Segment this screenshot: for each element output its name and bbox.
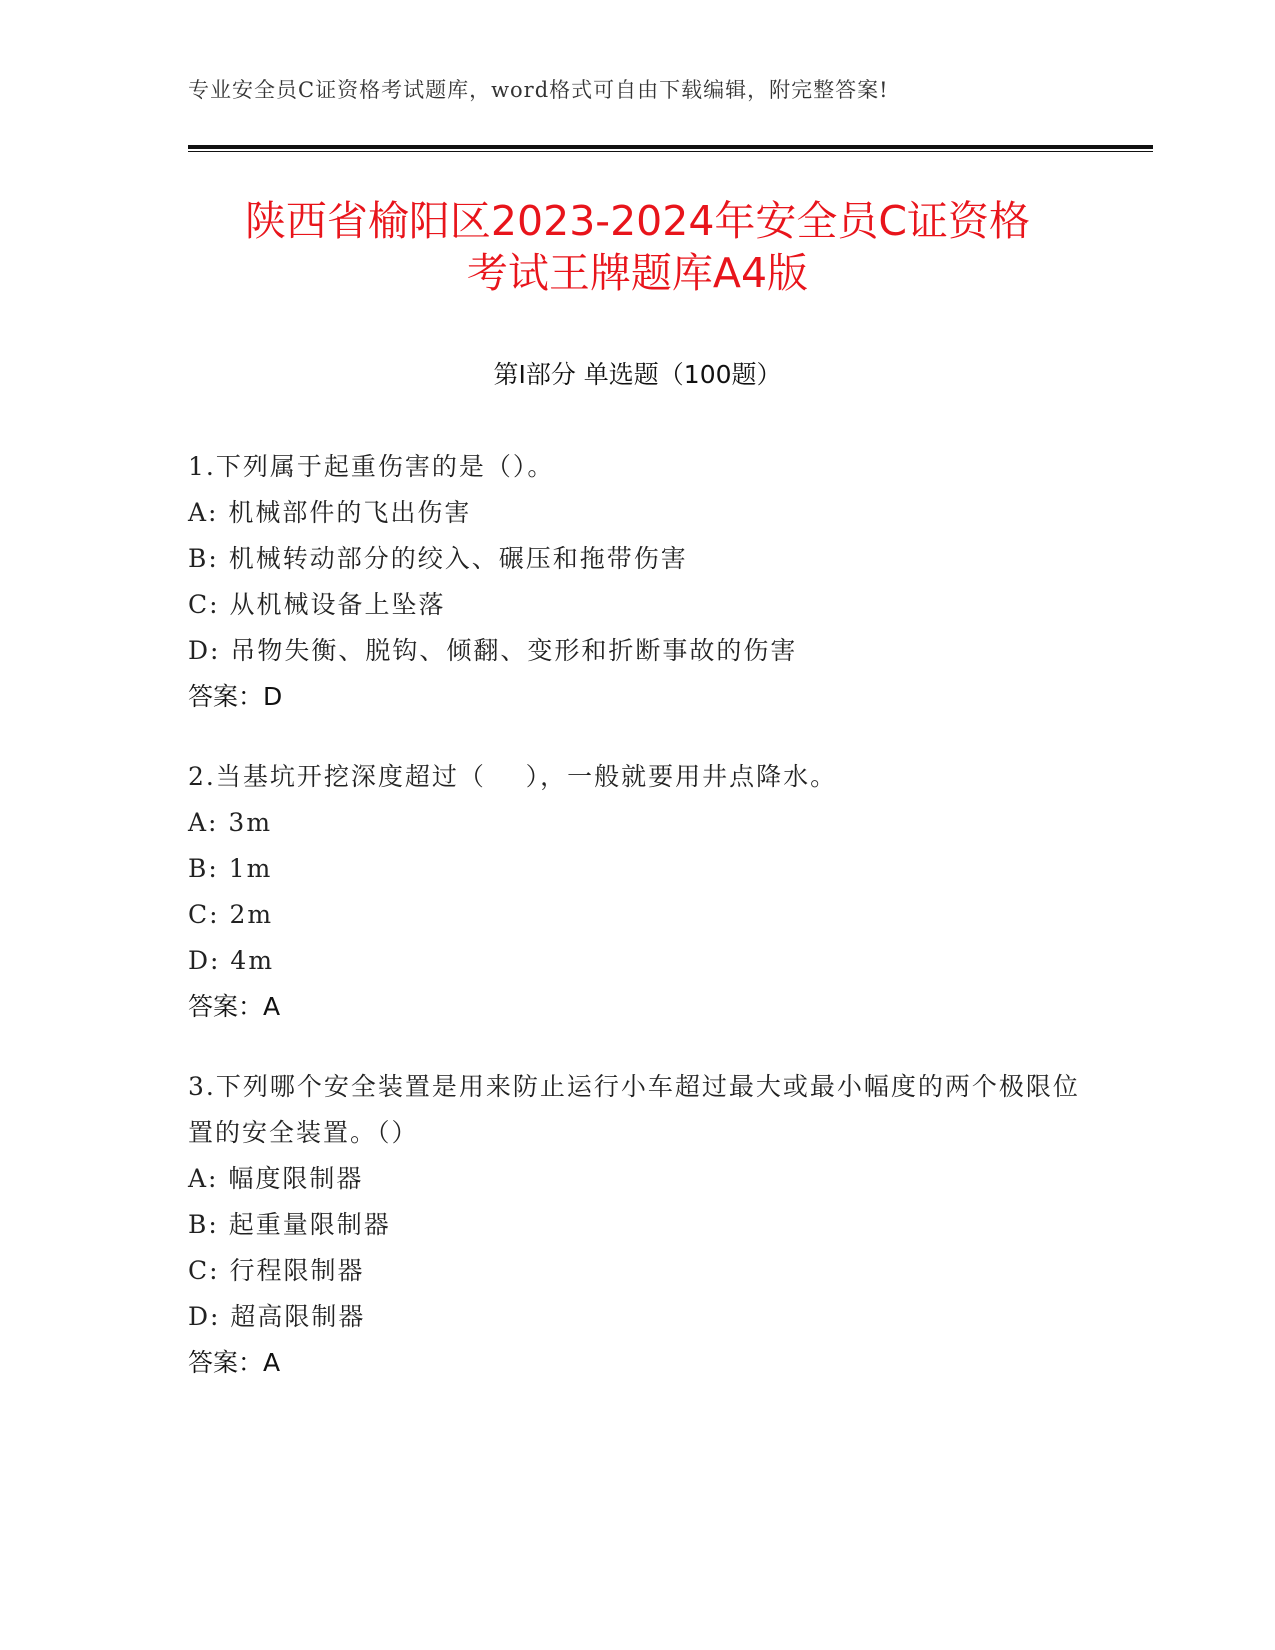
header-divider-thick: [188, 145, 1153, 149]
answer-line: 答案：A: [188, 992, 281, 1021]
option-d: D: 吊物失衡、脱钩、倾翻、变形和折断事故的伤害: [188, 636, 798, 665]
question-list: [188, 444, 1088, 1420]
answer-line: 答案：D: [188, 682, 283, 711]
question-stem: 1.下列属于起重伤害的是（）。: [188, 452, 555, 481]
question-2: [188, 754, 1088, 1030]
section-heading: 第I部分 单选题（100题）: [493, 360, 782, 389]
option-c: C: 行程限制器: [188, 1256, 365, 1285]
option-a: A: 幅度限制器: [188, 1164, 364, 1193]
header-divider-thin: [188, 151, 1153, 152]
document-title: [140, 195, 1135, 299]
option-c: C: 2m: [188, 900, 274, 929]
option-d: D: 4m: [188, 946, 275, 975]
header-note: 专业安全员C证资格考试题库，word格式可自由下载编辑，附完整答案!: [188, 78, 889, 102]
option-a: A: 3m: [188, 808, 273, 837]
question-stem: 2.当基坑开挖深度超过（ ），一般就要用井点降水。: [188, 762, 838, 791]
option-a: A: 机械部件的飞出伤害: [188, 498, 472, 527]
option-d: D: 超高限制器: [188, 1302, 366, 1331]
option-b: B: 起重量限制器: [188, 1210, 391, 1239]
question-1: [188, 444, 1088, 720]
option-b: B: 1m: [188, 854, 273, 883]
document-title-line-2: 考试王牌题库A4版: [466, 249, 809, 297]
question-3: [188, 1064, 1088, 1386]
option-b: B: 机械转动部分的绞入、碾压和拖带伤害: [188, 544, 688, 573]
answer-line: 答案：A: [188, 1348, 281, 1377]
question-stem: 3.下列哪个安全装置是用来防止运行小车超过最大或最小幅度的两个极限位置的安全装置。（）: [188, 1072, 1080, 1147]
option-c: C: 从机械设备上坠落: [188, 590, 446, 619]
document-title-line-1: 陕西省榆阳区2023-2024年安全员C证资格: [244, 197, 1031, 245]
